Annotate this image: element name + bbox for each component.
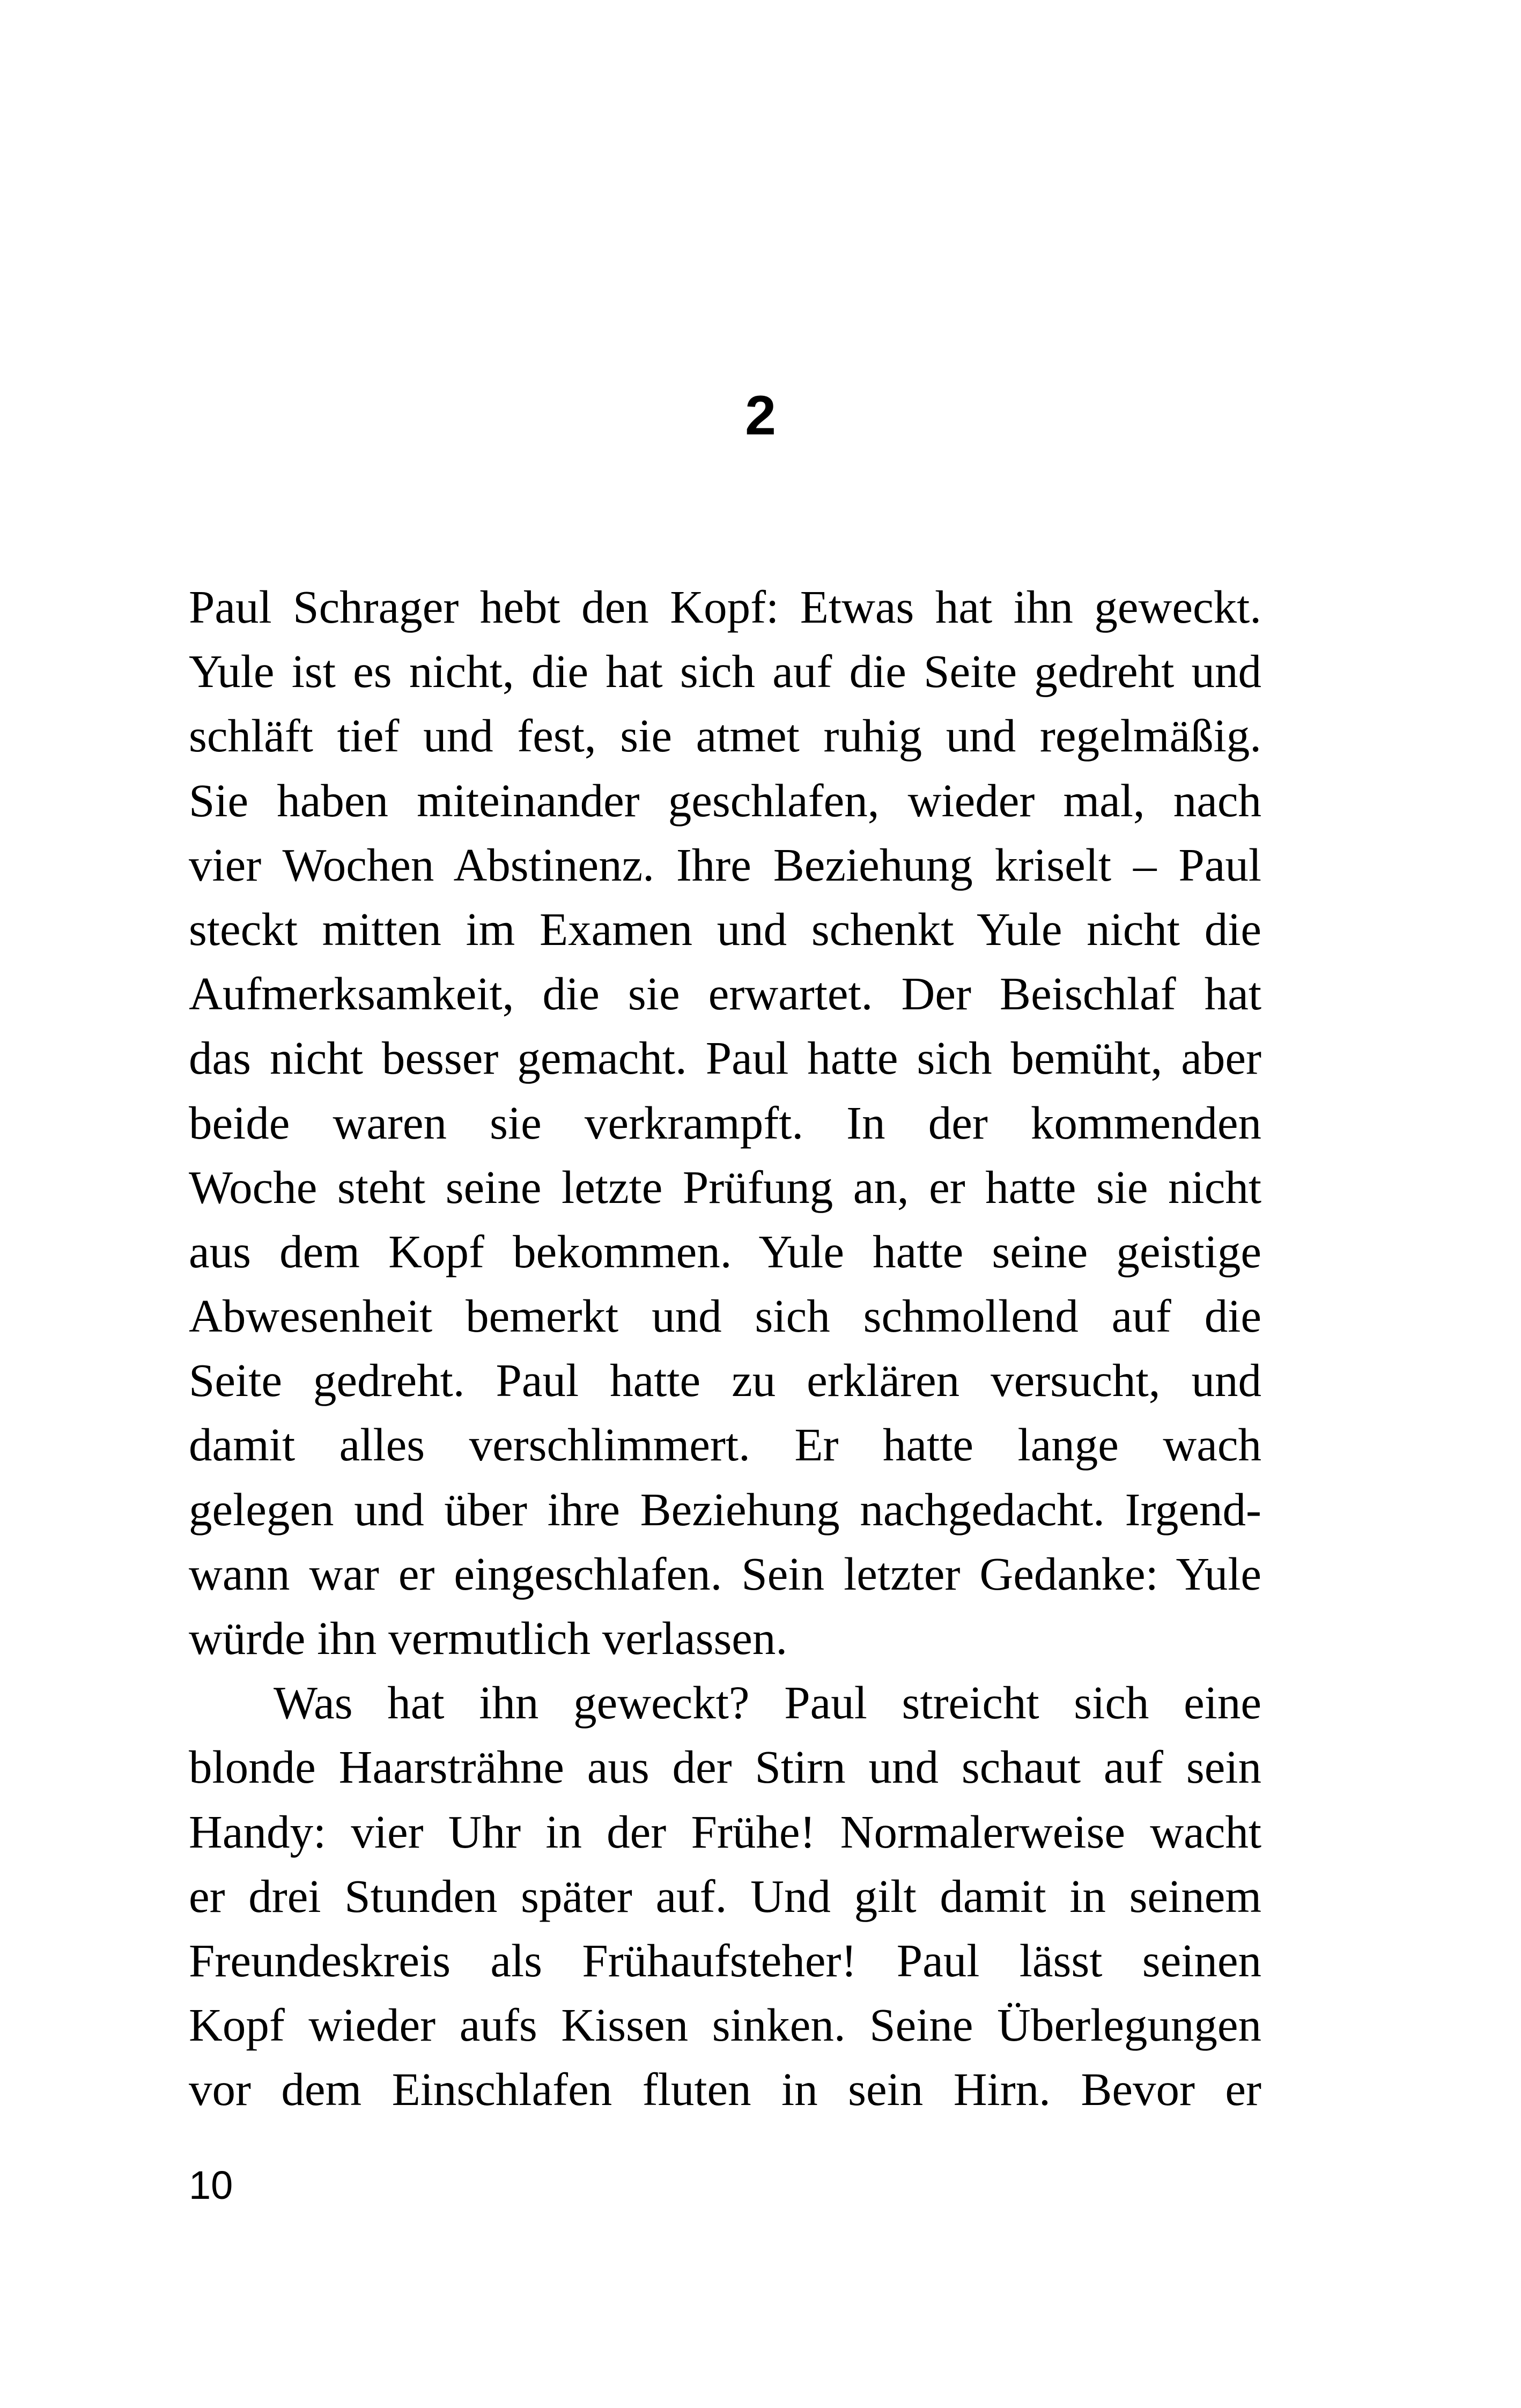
text-line: vier Wochen Abstinenz. Ihre Beziehung kriselt – Paul	[189, 838, 1261, 891]
paragraph-1	[189, 575, 1261, 1671]
text-line: Handy: vier Uhr in der Frühe! Normalerweise wacht	[189, 1805, 1261, 1858]
text-line: Freundeskreis als Frühaufsteher! Paul lässt seinen	[189, 1934, 1261, 1986]
text-line: beide waren sie verkrampft. In der kommenden	[189, 1096, 1261, 1149]
text-line: aus dem Kopf bekommen. Yule hatte seine geistige	[189, 1225, 1261, 1277]
text-line: Paul Schrager hebt den Kopf: Etwas hat ihn geweckt.	[189, 581, 1261, 633]
text-line: gelegen und über ihre Beziehung nachgedacht. Irgend-	[189, 1483, 1261, 1535]
body-text	[189, 575, 1261, 2122]
text-line: das nicht besser gemacht. Paul hatte sich bemüht, aber	[189, 1032, 1261, 1084]
text-line: Woche steht seine letzte Prüfung an, er hatte sie nicht	[189, 1161, 1261, 1213]
text-line: steckt mitten im Examen und schenkt Yule nicht die	[189, 903, 1261, 955]
text-line: würde ihn vermutlich verlassen.	[189, 1612, 788, 1664]
text-line: damit alles verschlimmert. Er hatte lange wach	[189, 1419, 1261, 1471]
chapter-number: 2	[745, 385, 776, 447]
text-line: Abwesenheit bemerkt und sich schmollend auf die	[189, 1290, 1261, 1342]
text-line: wann war er eingeschlafen. Sein letzter Gedanke: Yule	[189, 1547, 1261, 1600]
text-line: er drei Stunden später auf. Und gilt damit in seinem	[189, 1870, 1261, 1922]
text-line: schläft tief und fest, sie atmet ruhig und regelmäßig.	[189, 710, 1261, 762]
text-line: Sie haben miteinander geschlafen, wieder mal, nach	[189, 774, 1261, 826]
paragraph-2	[189, 1671, 1261, 2122]
text-line: vor dem Einschlafen fluten in sein Hirn. Bevor er	[189, 2063, 1261, 2116]
text-line: Kopf wieder aufs Kissen sinken. Seine Überlegungen	[189, 1999, 1261, 2051]
text-line: Seite gedreht. Paul hatte zu erklären versucht, und	[189, 1354, 1261, 1407]
text-line: Aufmerksamkeit, die sie erwartet. Der Beischlaf hat	[189, 967, 1261, 1020]
text-line: Yule ist es nicht, die hat sich auf die Seite gedreht und	[189, 645, 1261, 698]
text-line: blonde Haarsträhne aus der Stirn und schaut auf sein	[189, 1741, 1261, 1793]
page-number: 10	[189, 2163, 233, 2207]
text-line: Was hat ihn geweckt? Paul streicht sich eine	[274, 1676, 1261, 1729]
